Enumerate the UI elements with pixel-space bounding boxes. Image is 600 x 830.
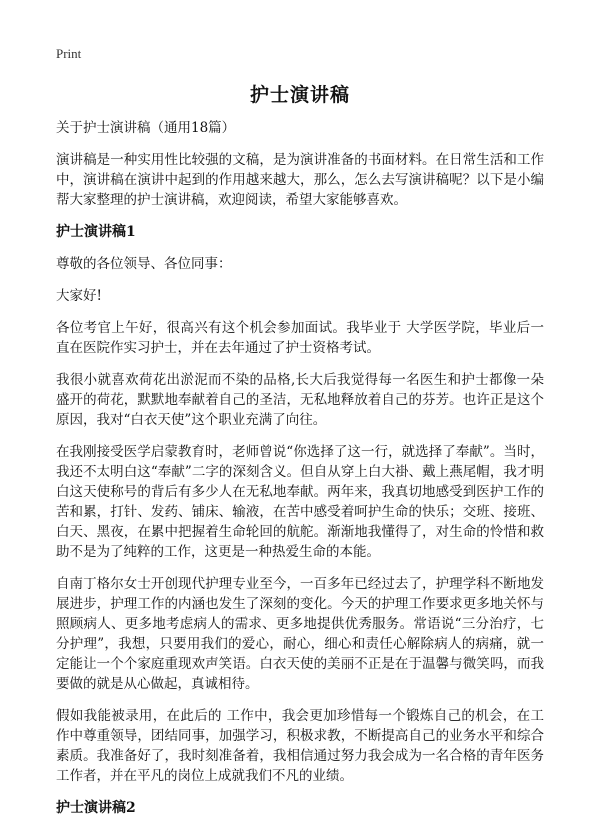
salutation: 尊敬的各位领导、各位同事： xyxy=(56,256,232,272)
document-body xyxy=(56,118,544,830)
page-title: 护士演讲稿 xyxy=(249,84,350,106)
body-paragraph-3: 在我刚接受医学启蒙教育时，老师曾说“你选择了这一行，就选择了奉献”。当时，我还不太明白这“奉献”二字的深刻含义。但自从穿上白大褂、戴上燕尾帽，我才明白这天使称号的背后有多少人在无私地奉献。两年来，我真切地感受到医护工作的苦和累，打针、发药、铺床、输液，在苦中感受着呵护生命的快乐；交班、接班、白天、黑夜，在累中把握着生命轮回的航舵。渐渐地我懂得了，对生命的怜惜和救助不是为了纯粹的工作，这更是一种热爱生命的本能。 xyxy=(56,444,544,560)
body-paragraph-5: 假如我能被录用，在此后的 工作中，我会更加珍惜每一个锻炼自己的机会，在工作中尊重领导，团结同事，加强学习，积极求教，不断提高自己的业务水平和综合素质。我准备好了，我时刻准备着，我相信通过努力我会成为一名合格的青年医务工作者，并在平凡的岗位上成就我们不凡的业绩。 xyxy=(56,708,544,784)
body-paragraph-4: 自南丁格尔女士开创现代护理专业至今，一百多年已经过去了，护理学科不断地发展进步，护理工作的内涵也发生了深刻的变化。今天的护理工作要求更多地关怀与照顾病人、更多地考虑病人的需求、更多地提供优秀服务。常语说“三分治疗，七分护理”，我想，只要用我们的爱心，耐心，细心和责任心解除病人的病痛，就一定能让一个个家庭重现欢声笑语。白衣天使的美丽不正是在于温馨与微笑吗，而我要做的就是从心做起，真诚相待。 xyxy=(56,576,544,692)
document-subtitle: 关于护士演讲稿（通用18篇） xyxy=(56,120,236,136)
intro-paragraph: 演讲稿是一种实用性比较强的文稿，是为演讲准备的书面材料。在日常生活和工作中，演讲稿在演讲中起到的作用越来越大，那么，怎么去写演讲稿呢？以下是小编帮大家整理的护士演讲稿，欢迎阅读，希望大家能够喜欢。 xyxy=(56,152,544,208)
body-paragraph-2: 我很小就喜欢荷花出淤泥而不染的品格,长大后我觉得每一名医生和护士都像一朵盛开的荷花，默默地奉献着自己的圣洁，无私地释放着自己的芬芳。也许正是这个原因，我对“白衣天使”这个职业充满了向往。 xyxy=(56,372,544,428)
greeting: 大家好! xyxy=(56,288,102,304)
print-link[interactable]: Print xyxy=(56,46,82,61)
body-paragraph-1: 各位考官上午好，很高兴有这个机会参加面试。我毕业于 大学医学院，毕业后一直在医院作实习护士，并在去年通过了护士资格考试。 xyxy=(56,320,544,356)
section-heading-1: 护士演讲稿1 xyxy=(56,224,136,240)
section-heading-2: 护士演讲稿2 xyxy=(56,800,136,816)
